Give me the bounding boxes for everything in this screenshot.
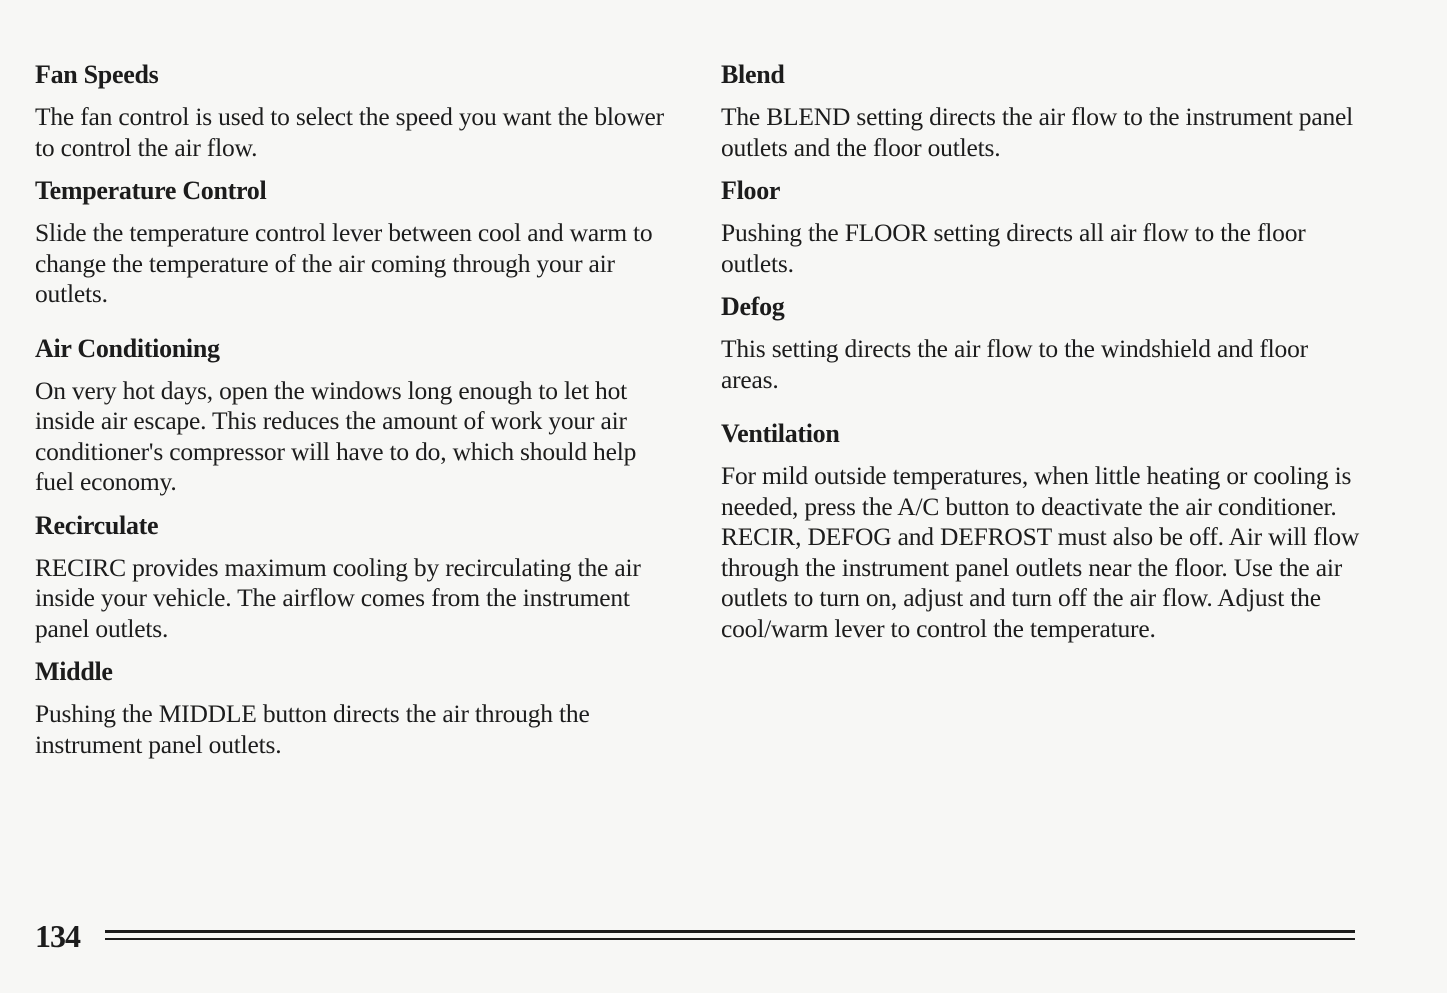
section-heading: Temperature Control <box>35 176 267 205</box>
section-heading: Blend <box>721 60 785 89</box>
section-body: This setting directs the air flow to the windshield and floor areas. <box>721 334 1308 394</box>
right-column <box>721 58 1371 655</box>
section-heading: Middle <box>35 657 113 686</box>
footer-rule <box>105 930 1355 933</box>
section-heading: Fan Speeds <box>35 60 159 89</box>
section-floor <box>721 174 1371 279</box>
section-body: Slide the temperature control lever between cool and warm to change the temperature of the air coming through your air outlets. <box>35 218 653 308</box>
section-heading: Floor <box>721 176 781 205</box>
left-column <box>35 58 680 771</box>
section-fan-speeds <box>35 58 680 163</box>
section-body: Pushing the MIDDLE button directs the air through the instrument panel outlets. <box>35 699 590 759</box>
section-ventilation <box>721 417 1371 644</box>
section-body: The BLEND setting directs the air flow to the instrument panel outlets and the floor outlets. <box>721 102 1354 162</box>
section-heading: Air Conditioning <box>35 333 220 363</box>
section-body: For mild outside temperatures, when little heating or cooling is needed, press the A/C button to deactivate the air conditioner. RECIR, DEFOG and DEFROST must also be off. Air will flow through the instrument panel outlets near the floor. Use the air outlets to turn on, adjust and turn off the air flow. Adjust the cool/warm lever to control the temperature. <box>721 461 1360 643</box>
section-defog <box>721 290 1371 395</box>
section-heading: Recirculate <box>35 510 159 540</box>
section-body: Pushing the FLOOR setting directs all air flow to the floor outlets. <box>721 218 1306 278</box>
section-temperature-control <box>35 174 680 310</box>
section-recirculate <box>35 509 680 645</box>
section-heading: Defog <box>721 292 785 321</box>
section-middle <box>35 655 680 760</box>
section-body: On very hot days, open the windows long enough to let hot inside air escape. This reduces the amount of work your air conditioner's compressor will have to do, which should help fuel economy. <box>35 375 637 496</box>
section-body: The fan control is used to select the speed you want the blower to control the air flow. <box>35 102 664 162</box>
section-air-conditioning <box>35 332 680 498</box>
footer-rule <box>105 938 1355 940</box>
section-heading: Ventilation <box>721 419 840 448</box>
section-body: RECIRC provides maximum cooling by recirculating the air inside your vehicle. The airflow comes from the instrument panel outlets. <box>35 552 641 643</box>
section-blend <box>721 58 1371 163</box>
page-footer <box>35 918 1355 958</box>
page-number: 134 <box>35 918 80 954</box>
